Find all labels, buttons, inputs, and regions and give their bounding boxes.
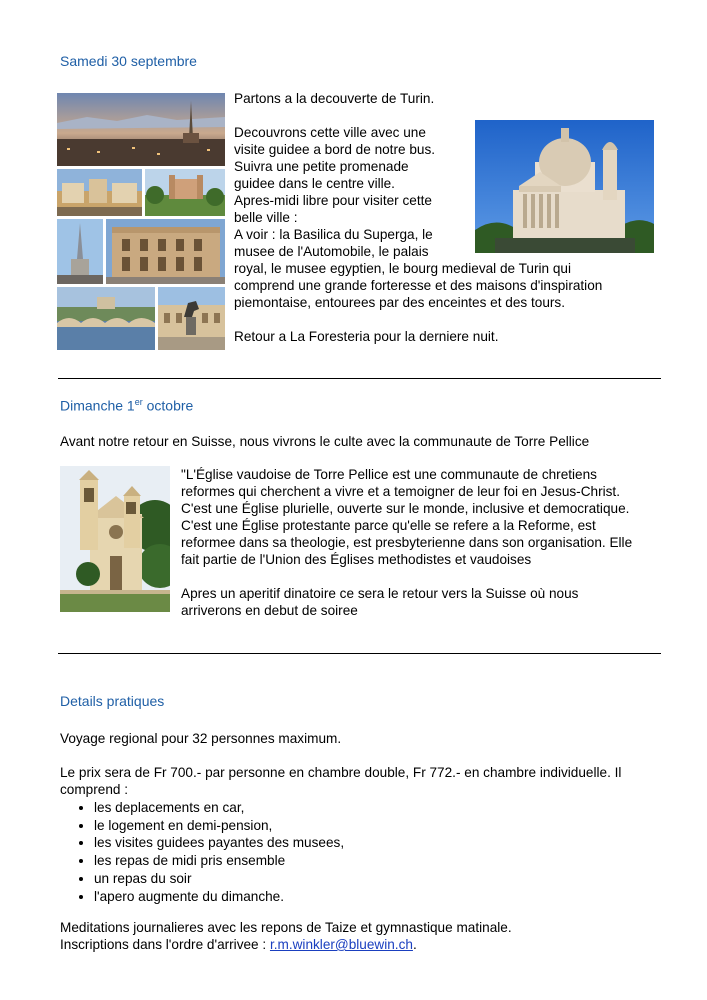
saturday-line: piemontaise, entourees par des enceintes et des tours. xyxy=(234,295,565,310)
palazzo-madama-photo xyxy=(106,219,225,284)
inscriptions-line xyxy=(60,936,512,953)
sunday-line: reformee dans sa theologie, est presbyterienne dans son organisation. Elle xyxy=(181,535,633,550)
sunday-line: Apres un aperitif dinatoire ce sera le retour vers la Suisse où nous xyxy=(181,586,579,601)
email-link[interactable]: r.m.winkler@bluewin.ch xyxy=(269,937,413,952)
saturday-line xyxy=(234,311,602,328)
sunday-line: reformes qui cherchent a vivre et a temoigner de leur foi en Jesus-Christ. xyxy=(181,484,620,499)
price-text xyxy=(60,764,621,798)
list-item: • un repas du soir xyxy=(94,870,344,888)
sunday-text xyxy=(181,466,632,619)
saturday-line: belle ville : xyxy=(234,210,298,225)
sunday-heading xyxy=(60,397,193,414)
list-item: • le logement en demi-pension, xyxy=(94,817,344,835)
equestrian-statue-photo xyxy=(158,287,225,350)
voyage-text: Voyage regional pour 32 personnes maximum. xyxy=(60,731,342,746)
saturday-heading: Samedi 30 septembre xyxy=(60,53,197,69)
mole-antonelliana-photo xyxy=(57,219,103,284)
list-item: • les repas de midi pris ensemble xyxy=(94,852,344,870)
saturday-line: visite guidee a bord de notre bus. xyxy=(234,142,436,157)
saturday-line: Retour a La Foresteria pour la derniere nuit. xyxy=(234,329,499,344)
saturday-line: musee de l'Automobile, le palais xyxy=(234,244,429,259)
sunday-line: C'est une Église plurielle, ouverte sur le monde, inclusive et democratique. xyxy=(181,501,630,516)
list-item: • les deplacements en car, xyxy=(94,799,344,817)
saturday-line: guidee dans le centre ville. xyxy=(234,176,395,191)
included-list xyxy=(80,799,344,905)
saturday-line: royal, le musee egyptien, le bourg medieval de Turin qui xyxy=(234,261,572,276)
sunday-heading-ordinal: er xyxy=(134,397,143,407)
saturday-line: comprend une grande forteresse et des maisons d'inspiration xyxy=(234,278,603,293)
castle-park-photo xyxy=(145,169,225,216)
saturday-text xyxy=(234,90,602,345)
sunday-line: arriverons en debut de soiree xyxy=(181,603,358,618)
list-item: • les visites guidees payantes des musees, xyxy=(94,834,344,852)
section-divider xyxy=(58,378,661,379)
sunday-heading-month: octobre xyxy=(142,397,194,414)
saturday-line: Partons a la decouverte de Turin. xyxy=(234,91,435,106)
turin-piazza-photo xyxy=(57,169,142,216)
turin-skyline-photo xyxy=(57,93,225,166)
sunday-line: fait partie de l'Union des Églises methodistes et vaudoises xyxy=(181,552,532,567)
sunday-line xyxy=(181,568,632,585)
list-item: • l'apero augmente du dimanche. xyxy=(94,888,344,906)
section-divider xyxy=(58,653,661,654)
price-line: comprend : xyxy=(60,782,129,797)
sunday-line: C'est une Église protestante parce qu'elle se refere a la Reforme, est xyxy=(181,518,596,533)
price-line: Le prix sera de Fr 700.- par personne en chambre double, Fr 772.- en chambre individuelle. Il xyxy=(60,765,622,780)
inscriptions-suffix: . xyxy=(412,937,417,952)
saturday-line: Decouvrons cette ville avec une xyxy=(234,125,426,140)
details-heading: Details pratiques xyxy=(60,693,165,709)
saturday-line: A voir : la Basilica du Superga, le xyxy=(234,227,433,242)
saturday-line xyxy=(234,107,602,124)
sunday-intro: Avant notre retour en Suisse, nous vivrons le culte avec la communaute de Torre Pellice xyxy=(60,434,590,449)
meditations-line: Meditations journalieres avec les repons de Taize et gymnastique matinale. xyxy=(60,920,512,935)
inscriptions-label: Inscriptions dans l'ordre d'arrivee : xyxy=(60,937,270,952)
saturday-line: Apres-midi libre pour visiter cette xyxy=(234,193,432,208)
saturday-line: Suivra une petite promenade xyxy=(234,159,409,174)
sunday-line: "L'Église vaudoise de Torre Pellice est une communaute de chretiens xyxy=(181,467,597,482)
river-bridge-photo xyxy=(57,287,155,350)
sunday-heading-day: Dimanche 1 xyxy=(60,397,135,414)
closing-text xyxy=(60,919,512,953)
torre-pellice-church-photo xyxy=(60,466,170,612)
